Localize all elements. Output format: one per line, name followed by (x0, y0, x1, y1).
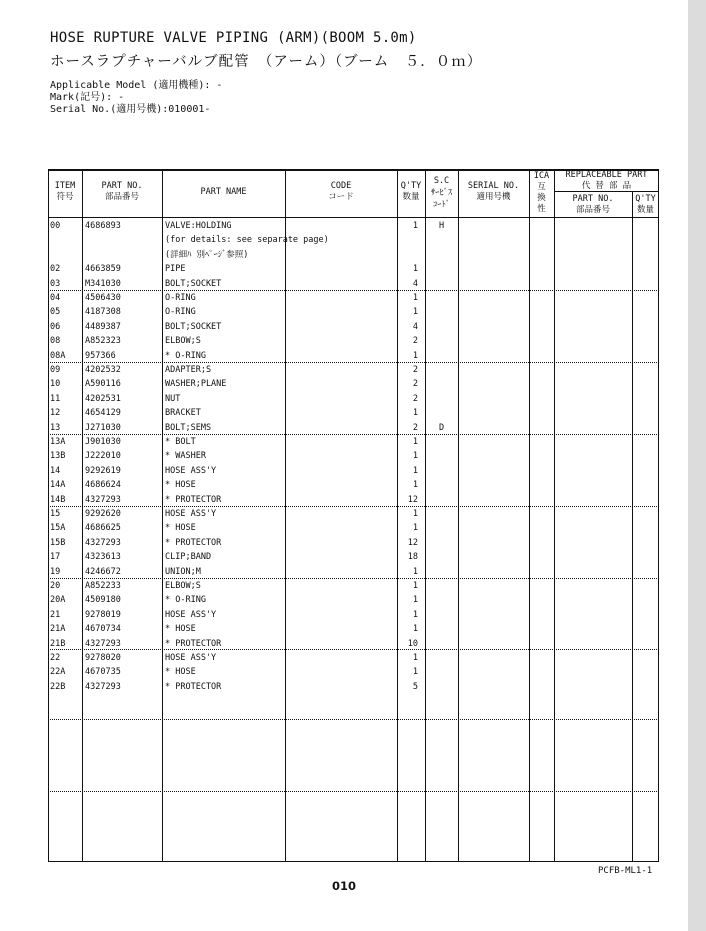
part-name-cell: ADAPTER;S (165, 365, 212, 375)
qty-cell: 1 (412, 480, 418, 491)
item-cell: 15 (50, 509, 61, 519)
part-no-cell: J901030 (85, 437, 121, 447)
header-replaceable: REPLACEABLE PART 代 替 部 品 (565, 170, 648, 191)
item-cell: 13B (50, 451, 66, 462)
part-name-cell: UNION;M (165, 566, 201, 577)
qty-cell: 12 (407, 537, 418, 548)
part-name-cell: HOSE ASS'Y (165, 653, 217, 663)
item-cell: 11 (50, 393, 61, 404)
qty-cell: 1 (412, 609, 418, 620)
item-cell: 04 (50, 293, 61, 303)
qty-cell: 2 (412, 379, 418, 390)
qty-cell: 1 (412, 653, 418, 663)
page-title-en: HOSE RUPTURE VALVE PIPING (ARM)(BOOM 5.0m) (50, 30, 417, 46)
part-no-cell: 9278019 (85, 609, 121, 620)
header-part-no: PART NO. 部品番号 (101, 181, 143, 202)
part-no-cell: A590116 (85, 379, 121, 390)
part-name-cell: * HOSE (165, 480, 196, 491)
part-no-cell: 4686893 (85, 221, 121, 231)
part-name-cell: NUT (165, 393, 181, 404)
qty-cell: 4 (412, 278, 418, 289)
part-name-cell: * O-RING (165, 595, 206, 606)
item-cell: 15B (50, 537, 66, 548)
part-name-cell: O-RING (165, 307, 196, 318)
qty-cell: 1 (412, 264, 418, 275)
part-no-cell: 4670735 (85, 667, 121, 678)
col-rule (458, 169, 459, 862)
item-cell: 19 (50, 566, 61, 577)
part-name-cell: (for details: see separate page) (165, 235, 329, 246)
qty-cell: 1 (412, 350, 418, 361)
part-name-cell: * HOSE (165, 667, 196, 678)
page-number: 010 (331, 879, 356, 893)
parts-table (48, 169, 659, 862)
item-cell: 03 (50, 278, 61, 289)
col-rule (529, 169, 530, 862)
part-no-cell: 4246672 (85, 566, 121, 577)
serial-no: Serial No.(適用号機):010001- (50, 104, 211, 115)
part-name-cell: * HOSE (165, 624, 196, 635)
item-cell: 13A (50, 437, 66, 447)
qty-cell: 10 (407, 638, 418, 649)
item-cell: 20A (50, 595, 66, 606)
part-name-cell: * PROTECTOR (165, 494, 222, 505)
item-cell: 14A (50, 480, 66, 491)
item-cell: 14B (50, 494, 66, 505)
part-name-cell: BOLT;SOCKET (165, 321, 222, 332)
item-cell: 22B (50, 681, 66, 692)
item-cell: 21B (50, 638, 66, 649)
item-cell: 12 (50, 408, 61, 419)
part-no-cell: 4327293 (85, 638, 121, 649)
header-bottom-rule (48, 217, 659, 218)
header-ica: ICA 互 換 性 (533, 171, 550, 214)
item-cell: 10 (50, 379, 61, 390)
part-no-cell: J271030 (85, 422, 121, 433)
group-separator (48, 578, 659, 579)
group-separator (48, 719, 659, 720)
catalog-code: PCFB-ML1-1 (598, 866, 653, 876)
item-cell: 08 (50, 336, 61, 347)
part-name-cell: ELBOW;S (165, 336, 201, 347)
part-name-cell: * O-RING (165, 350, 206, 361)
qty-cell: 2 (412, 336, 418, 347)
col-rule (632, 191, 633, 862)
part-no-cell: 9292619 (85, 465, 121, 476)
header-rp-part-no: PART NO. 部品番号 (572, 194, 614, 215)
qty-cell: 2 (412, 393, 418, 404)
header-qty: Q'TY 数量 (400, 181, 422, 202)
qty-cell: 12 (407, 494, 418, 505)
qty-cell: 5 (412, 681, 418, 692)
col-rule (82, 169, 83, 862)
part-no-cell: 4202532 (85, 365, 121, 375)
item-cell: 13 (50, 422, 61, 433)
header-code: CODE コード (328, 181, 354, 202)
group-separator (48, 290, 659, 291)
part-name-cell: BOLT;SOCKET (165, 278, 222, 289)
qty-cell: 2 (412, 365, 418, 375)
qty-cell: 1 (412, 437, 418, 447)
group-separator (48, 506, 659, 507)
part-name-cell: CLIP;BAND (165, 552, 212, 563)
item-cell: 15A (50, 523, 66, 534)
service-code-cell: D (438, 422, 445, 433)
part-name-cell: HOSE ASS'Y (165, 465, 217, 476)
part-name-cell: * PROTECTOR (165, 537, 222, 548)
item-cell: 17 (50, 552, 61, 563)
part-no-cell: 4654129 (85, 408, 121, 419)
page-title-jp: ホースラプチャーバルブ配管 （アーム）（ブーム ５．０ｍ） (50, 54, 483, 70)
qty-cell: 1 (412, 465, 418, 476)
part-no-cell: J222010 (85, 451, 121, 462)
col-rule (658, 169, 659, 862)
item-cell: 14 (50, 465, 61, 476)
group-separator (48, 649, 659, 650)
part-no-cell: 4670734 (85, 624, 121, 635)
item-cell: 08A (50, 350, 66, 361)
applicable-model: Applicable Model (適用機種): - (50, 80, 223, 91)
part-name-cell: WASHER;PLANE (165, 379, 227, 390)
item-cell: 22 (50, 653, 61, 663)
qty-cell: 1 (412, 624, 418, 635)
item-cell: 21A (50, 624, 66, 635)
part-name-cell: O-RING (165, 293, 196, 303)
group-separator (48, 791, 659, 792)
col-rule (48, 169, 49, 862)
qty-cell: 4 (412, 321, 418, 332)
col-rule (162, 169, 163, 862)
qty-cell: 1 (412, 408, 418, 419)
part-no-cell: 4327293 (85, 494, 121, 505)
header-part-name: PART NAME (200, 187, 247, 197)
header-sc: S.C ｻｰﾋﾞｽ ｺｰﾄﾞ (430, 176, 453, 210)
mark: Mark(記号): - (50, 92, 125, 103)
table-bottom-rule (48, 861, 659, 862)
part-name-cell: ELBOW;S (165, 581, 201, 591)
part-name-cell: HOSE ASS'Y (165, 509, 217, 519)
col-rule (425, 169, 426, 862)
part-no-cell: 4686624 (85, 480, 121, 491)
part-name-cell: HOSE ASS'Y (165, 609, 217, 620)
qty-cell: 1 (412, 523, 418, 534)
qty-cell: 1 (412, 566, 418, 577)
part-name-cell: BRACKET (165, 408, 201, 419)
part-no-cell: 4202531 (85, 393, 121, 404)
part-name-cell: * WASHER (165, 451, 206, 462)
qty-cell: 18 (407, 552, 418, 563)
part-no-cell: 4327293 (85, 681, 121, 692)
part-no-cell: 4187308 (85, 307, 121, 318)
qty-cell: 1 (412, 667, 418, 678)
part-name-cell: VALVE:HOLDING (165, 221, 232, 231)
qty-cell: 1 (412, 307, 418, 318)
part-no-cell: A852233 (85, 581, 121, 591)
group-separator (48, 362, 659, 363)
part-no-cell: 4327293 (85, 537, 121, 548)
part-no-cell: 4663859 (85, 264, 121, 275)
part-no-cell: 4506430 (85, 293, 121, 303)
part-no-cell: 4686625 (85, 523, 121, 534)
part-no-cell: A852323 (85, 336, 121, 347)
part-no-cell: M341030 (85, 278, 121, 289)
qty-cell: 1 (412, 451, 418, 462)
item-cell: 21 (50, 609, 61, 620)
part-no-cell: 957366 (85, 350, 116, 361)
part-name-cell: (詳細ﾊ 別ﾍﾟｰｼﾞ参照) (165, 249, 249, 260)
part-name-cell: PIPE (165, 264, 186, 275)
header-item: ITEM 符号 (54, 181, 76, 202)
part-no-cell: 4509180 (85, 595, 121, 606)
item-cell: 05 (50, 307, 61, 318)
item-cell: 22A (50, 667, 66, 678)
service-code-cell: H (438, 221, 445, 231)
qty-cell: 1 (412, 293, 418, 303)
part-no-cell: 4323613 (85, 552, 121, 563)
part-name-cell: * PROTECTOR (165, 681, 222, 692)
item-cell: 06 (50, 321, 61, 332)
qty-cell: 2 (412, 422, 418, 433)
part-no-cell: 4489387 (85, 321, 121, 332)
col-rule (554, 169, 555, 862)
item-cell: 09 (50, 365, 61, 375)
qty-cell: 1 (412, 581, 418, 591)
viewer-background (688, 0, 706, 931)
item-cell: 00 (50, 221, 61, 231)
header-serial-no: SERIAL NO. 適用号機 (467, 181, 520, 202)
part-name-cell: * BOLT (165, 437, 196, 447)
qty-cell: 1 (412, 221, 418, 231)
group-separator (48, 434, 659, 435)
item-cell: 02 (50, 264, 61, 275)
part-no-cell: 9278020 (85, 653, 121, 663)
item-cell: 20 (50, 581, 61, 591)
part-name-cell: * HOSE (165, 523, 196, 534)
part-name-cell: * PROTECTOR (165, 638, 222, 649)
header-rp-qty: Q'TY 数量 (635, 194, 656, 215)
qty-cell: 1 (412, 509, 418, 519)
qty-cell: 1 (412, 595, 418, 606)
part-no-cell: 9292620 (85, 509, 121, 519)
part-name-cell: BOLT;SEMS (165, 422, 212, 433)
